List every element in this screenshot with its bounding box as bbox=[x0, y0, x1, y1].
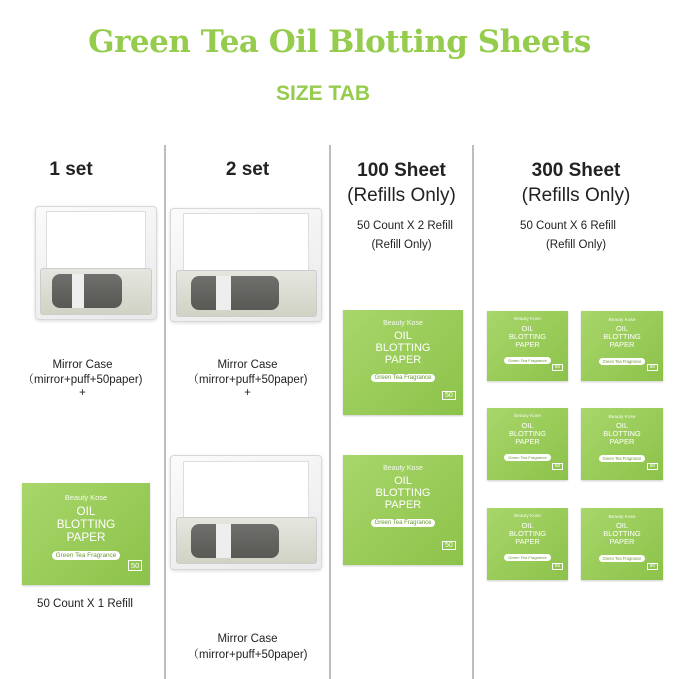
col3-heading: 100 Sheet bbox=[357, 160, 446, 181]
col4-detail: 50 Count X 6 Refill bbox=[520, 220, 616, 232]
package-brand: Beauty Kose bbox=[514, 317, 541, 323]
package-name: OIL BLOTTING PAPER bbox=[603, 324, 641, 350]
package-tag: Green Tea Fragrance bbox=[504, 357, 550, 364]
package-count: 50 bbox=[647, 463, 658, 470]
package-name: OIL BLOTTING PAPER bbox=[603, 421, 641, 447]
package-tag: Green Tea Fragrance bbox=[504, 454, 550, 461]
package-brand: Beauty Kose bbox=[64, 493, 108, 503]
blotting-paper-package bbox=[581, 408, 663, 480]
blotting-paper-package bbox=[22, 483, 150, 585]
package-tag: Green Tea Fragrance bbox=[599, 555, 646, 562]
mirror-case-image bbox=[170, 455, 322, 570]
package-count: 50 bbox=[552, 364, 563, 371]
package-brand: Beauty Kose bbox=[383, 464, 423, 472]
mirror-case-image bbox=[35, 206, 157, 320]
package-name: OIL BLOTTING PAPER bbox=[56, 505, 116, 544]
package-count: 50 bbox=[552, 563, 563, 570]
refill-label: 50 Count X 1 Refill bbox=[37, 598, 133, 610]
col3-subheading: (Refills Only) bbox=[347, 185, 456, 206]
package-name: OIL BLOTTING PAPER bbox=[375, 475, 431, 512]
col3-detail: 50 Count X 2 Refill bbox=[357, 220, 453, 232]
case-label: Mirror Case bbox=[52, 359, 113, 371]
case-detail: （mirror+puff+50paper) bbox=[187, 374, 308, 386]
subtitle: SIZE TAB bbox=[275, 82, 371, 105]
package-brand: Beauty Kose bbox=[514, 414, 541, 420]
package-count: 50 bbox=[442, 541, 456, 550]
package-brand: Beauty Kose bbox=[608, 414, 636, 420]
blotting-paper-package bbox=[581, 311, 663, 381]
package-tag: Green Tea Fragrance bbox=[371, 519, 436, 527]
package-name: OIL BLOTTING PAPER bbox=[508, 520, 547, 547]
package-name: OIL BLOTTING PAPER bbox=[603, 521, 641, 547]
col3-detail2: (Refill Only) bbox=[371, 239, 432, 251]
package-name: OIL BLOTTING PAPER bbox=[508, 420, 547, 447]
package-tag: Green Tea Fragrance bbox=[599, 455, 646, 462]
package-count: 50 bbox=[442, 391, 456, 400]
case-detail: （mirror+puff+50paper) bbox=[22, 374, 143, 386]
case2-detail: （mirror+puff+50paper) bbox=[187, 649, 308, 661]
package-brand: Beauty Kose bbox=[383, 319, 423, 327]
package-brand: Beauty Kose bbox=[608, 514, 636, 520]
mirror-case-image bbox=[170, 208, 322, 322]
col4-heading: 300 Sheet bbox=[531, 160, 621, 181]
col1-heading: 1 set bbox=[49, 159, 93, 180]
package-brand: Beauty Kose bbox=[608, 317, 636, 323]
package-count: 50 bbox=[552, 463, 563, 470]
blotting-paper-package bbox=[343, 310, 463, 415]
plus-sign: + bbox=[244, 387, 251, 399]
package-tag: Green Tea Fragrance bbox=[52, 551, 121, 560]
blotting-paper-package bbox=[487, 508, 568, 580]
blotting-paper-package bbox=[581, 508, 663, 580]
blotting-paper-package bbox=[487, 311, 568, 381]
package-count: 50 bbox=[647, 364, 658, 371]
plus-sign: + bbox=[79, 387, 86, 399]
package-tag: Green Tea Fragrance bbox=[599, 358, 646, 365]
col2-heading: 2 set bbox=[225, 159, 270, 180]
case-label: Mirror Case bbox=[217, 359, 278, 371]
blotting-paper-package bbox=[487, 408, 568, 480]
col4-subheading: (Refills Only) bbox=[521, 185, 631, 206]
col4-detail2: (Refill Only) bbox=[545, 239, 607, 251]
blotting-paper-package bbox=[343, 455, 463, 565]
page-title: Green Tea Oil Blotting Sheets bbox=[88, 24, 591, 60]
package-brand: Beauty Kose bbox=[514, 514, 541, 520]
package-count: 50 bbox=[128, 560, 142, 571]
package-tag: Green Tea Fragrance bbox=[371, 374, 436, 382]
case2-label: Mirror Case bbox=[217, 633, 278, 645]
package-tag: Green Tea Fragrance bbox=[504, 554, 550, 561]
package-name: OIL BLOTTING PAPER bbox=[375, 330, 431, 367]
package-name: OIL BLOTTING PAPER bbox=[508, 323, 547, 350]
package-count: 50 bbox=[647, 563, 658, 570]
